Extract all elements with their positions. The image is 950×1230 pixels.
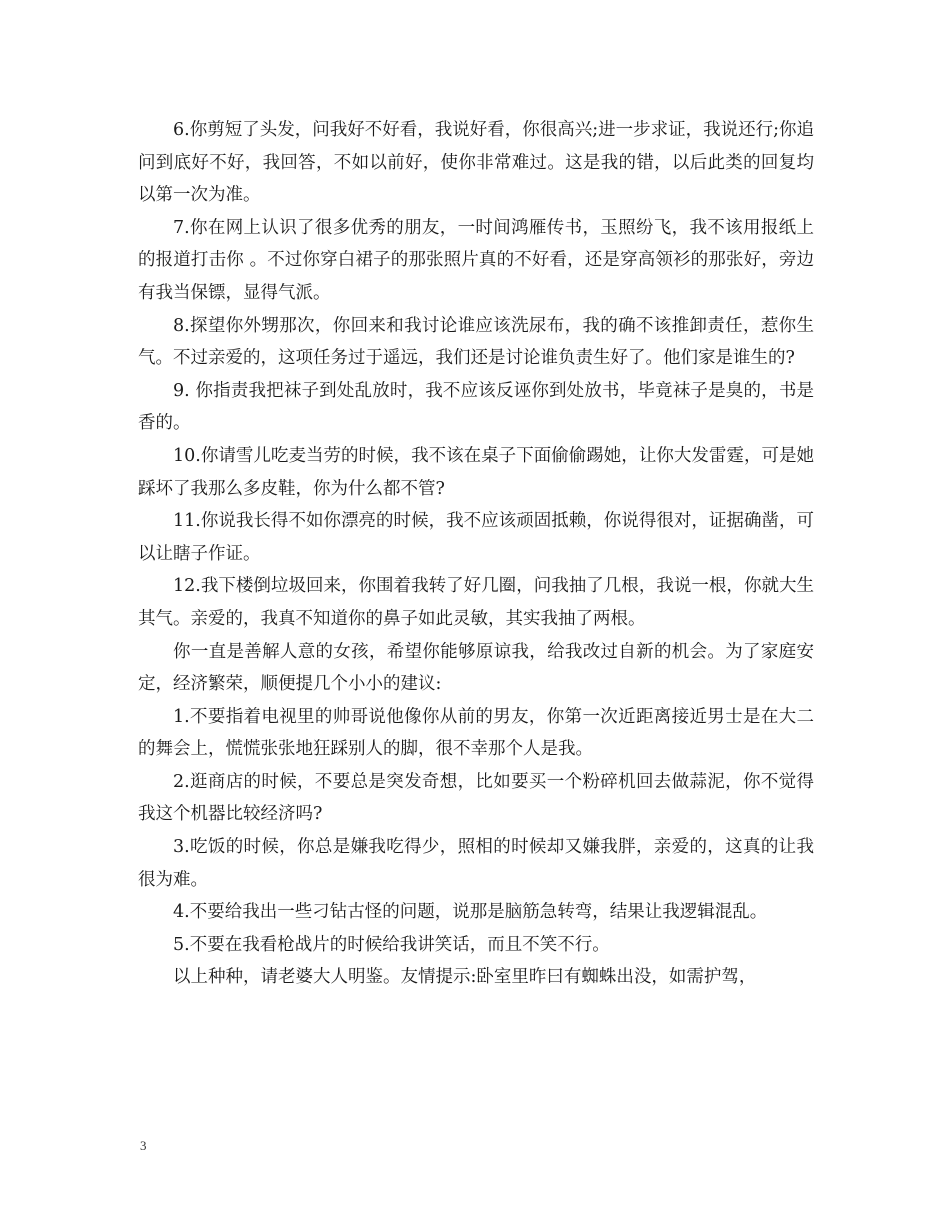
paragraph: 2.逛商店的时候，不要总是突发奇想，比如要买一个粉碎机回去做蒜泥，你不觉得我这个机器比较经济吗? (138, 771, 814, 825)
paragraph: 以上种种，请老婆大人明鉴。友情提示:卧室里昨曰有蜘蛛出没，如需护驾， (173, 967, 757, 988)
paragraph: 11.你说我长得不如你漂亮的时候，我不应该顽固抵赖，你说得很对，证据确凿，可以让瞎子作证。 (138, 511, 814, 564)
paragraph: 10.你请雪儿吃麦当劳的时候，我不该在桌子下面偷偷踢她，让你大发雷霆，可是她踩坏了我那么多皮鞋，你为什么都不管? (138, 445, 814, 499)
paragraph: 1.不要指着电视里的帅哥说他像你从前的男友，你第一次近距离接近男士是在大二的舞会上，慌慌张张地狂踩别人的脚，很不幸那个人是我。 (138, 706, 814, 760)
paragraph: 8.探望你外甥那次，你回来和我讨论谁应该洗尿布，我的确不该推卸责任，惹你生气。不过亲爱的，这项任务过于遥远，我们还是讨论谁负责生好了。他们家是谁生的? (138, 315, 814, 369)
paragraph: 你一直是善解人意的女孩，希望你能够原谅我，给我改过自新的机会。为了家庭安定，经济繁荣，顺便提几个小小的建议: (138, 641, 814, 695)
paragraph: 4.不要给我出一些刁钻古怪的问题，说那是脑筋急转弯，结果让我逻辑混乱。 (173, 902, 768, 923)
document-body (138, 114, 814, 994)
page-number: 3 (140, 1138, 147, 1153)
paragraph: 7.你在网上认识了很多优秀的朋友，一时间鸿雁传书，玉照纷飞，我不该用报纸上的报道打击你 。不过你穿白裙子的那张照片真的不好看，还是穿高领衫的那张好，旁边有我当保镖，显得气派。 (138, 217, 814, 303)
paragraph: 6.你剪短了头发，问我好不好看，我说好看，你很高兴;进一步求证，我说还行;你追问到底好不好，我回答，不如以前好，使你非常难过。这是我的错，以后此类的回复均以第一次为准。 (138, 120, 814, 206)
paragraph: 5.不要在我看枪战片的时候给我讲笑话，而且不笑不行。 (173, 934, 610, 955)
paragraph: 9. 你指责我把袜子到处乱放时，我不应该反诬你到处放书，毕竟袜子是臭的，书是香的。 (138, 380, 814, 434)
paragraph: 3.吃饭的时候，你总是嫌我吃得少，照相的时候却又嫌我胖，亲爱的，这真的让我很为难。 (138, 837, 814, 890)
paragraph: 12.我下楼倒垃圾回来，你围着我转了好几圈，问我抽了几根，我说一根，你就大生其气。亲爱的，我真不知道你的鼻子如此灵敏，其实我抽了两根。 (138, 576, 814, 629)
